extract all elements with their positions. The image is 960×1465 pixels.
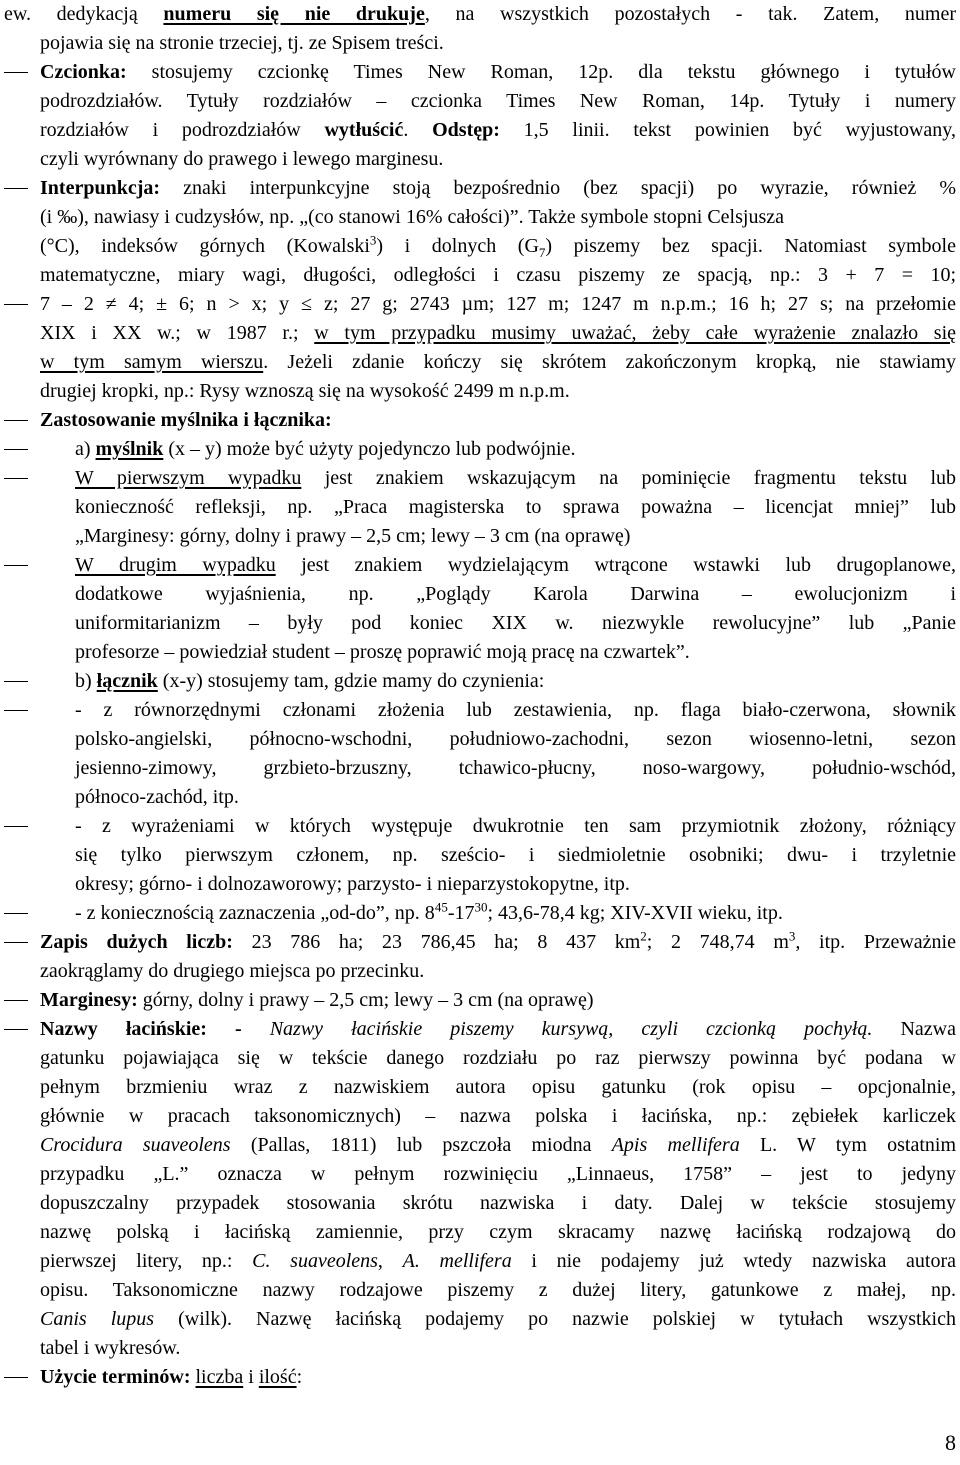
list-dash-marker — [4, 72, 28, 73]
line-text — [75, 435, 956, 463]
line-text — [40, 1131, 956, 1159]
line-text — [40, 1189, 956, 1217]
line-text — [75, 609, 956, 637]
text-line — [0, 464, 960, 493]
list-dash-marker — [4, 188, 28, 189]
text-segment: a) — [75, 438, 96, 460]
text-line — [0, 1044, 960, 1073]
text-segment: Użycie terminów: — [40, 1366, 191, 1388]
text-segment: dodatkowe wyjaśnienia, np. „Poglądy Karola Darwina – ewolucjonizm i — [75, 583, 956, 605]
text-line — [0, 783, 960, 812]
line-text — [40, 1073, 956, 1101]
list-dash-marker — [4, 1377, 28, 1378]
list-dash-marker — [4, 565, 28, 566]
text-segment: Nazwa — [872, 1018, 956, 1040]
text-line — [0, 348, 960, 377]
text-segment: (°C), indeksów górnych (Kowalski — [40, 235, 370, 257]
text-segment: okresy; górno- i dolnozaworowy; parzysto- i nieparzystokopytne, itp. — [75, 873, 630, 895]
list-dash-marker — [4, 913, 28, 914]
text-segment: Marginesy: — [40, 989, 138, 1011]
text-segment: (Pallas, 1811) lub pszczoła miodna — [230, 1134, 612, 1156]
text-segment: 30 — [474, 899, 488, 915]
text-line — [0, 1305, 960, 1334]
text-line — [0, 725, 960, 754]
line-text — [40, 1015, 956, 1043]
text-segment: , — [377, 1250, 403, 1272]
line-text — [40, 1276, 956, 1304]
text-segment: 3 — [369, 232, 377, 248]
line-text — [75, 870, 956, 898]
line-text — [40, 319, 956, 347]
text-segment: myślnik — [95, 438, 164, 460]
text-segment: Zastosowanie myślnika i łącznika: — [40, 409, 332, 431]
line-text — [40, 145, 956, 173]
text-segment: głównie w pracach taksonomicznych) – nazwa polska i łacińska, np.: zębiełek karliczek — [40, 1105, 956, 1127]
text-line — [0, 609, 960, 638]
line-text — [40, 87, 956, 115]
text-segment: (wilk). Nazwę łacińską podajemy po nazwie polskiej w tytułach wszystkich — [154, 1308, 956, 1330]
text-segment: ilość — [258, 1366, 297, 1388]
text-line — [0, 174, 960, 203]
text-segment: L. W tym ostatnim — [739, 1134, 957, 1156]
text-segment: 3 — [788, 928, 796, 944]
line-text — [75, 899, 956, 927]
text-segment: , na wszystkich pozostałych - tak. Zatem, numer — [424, 3, 956, 25]
text-segment: Nazwy łacińskie: - — [40, 1018, 242, 1040]
text-segment: liczba — [195, 1366, 244, 1388]
text-segment: 7 — [538, 245, 546, 260]
list-dash-marker — [4, 449, 28, 450]
line-text — [40, 1247, 956, 1275]
text-line — [0, 1131, 960, 1160]
text-segment: profesorze – powiedział student – proszę poprawić moją pracę na czwartek”. — [75, 641, 690, 663]
line-text — [40, 290, 956, 318]
text-segment: drugiej kropki, np.: Rysy wznoszą się na wysokość 2499 m n.p.m. — [40, 380, 570, 402]
text-segment: W drugim wypadku — [75, 554, 276, 576]
text-segment: podrozdziałów. Tytuły rozdziałów – czcionka Times New Roman, 14p. Tytuły i numery — [40, 90, 956, 112]
text-line — [0, 319, 960, 348]
line-text — [75, 464, 956, 492]
text-segment: Odstęp: — [432, 119, 500, 141]
text-line — [0, 87, 960, 116]
line-text — [40, 1160, 956, 1188]
text-line — [0, 203, 960, 232]
line-text — [40, 406, 956, 434]
text-segment: , itp. Przeważnie — [795, 931, 956, 953]
text-segment: 2 — [640, 928, 647, 944]
text-segment: ; 2 748,74 m — [646, 931, 789, 953]
line-text — [40, 203, 956, 231]
list-dash-marker — [4, 681, 28, 682]
text-segment: pełnym brzmieniu wraz z nazwiskiem autora opisu gatunku (rok opisu – opcjonalnie, — [40, 1076, 956, 1098]
text-segment: numeru się nie drukuje — [163, 3, 425, 25]
text-segment: w tym przypadku musimy uważać, żeby całe wyrażenie znalazło się — [314, 322, 956, 344]
text-line — [0, 580, 960, 609]
list-dash-marker — [4, 1029, 28, 1030]
text-segment: ew. dedykacją — [4, 3, 164, 25]
text-segment: W pierwszym wypadku — [75, 467, 302, 489]
text-line — [0, 145, 960, 174]
list-dash-marker — [4, 710, 28, 711]
text-line — [0, 58, 960, 87]
line-text — [40, 928, 956, 956]
text-line — [0, 29, 960, 58]
text-line — [0, 1276, 960, 1305]
line-text — [75, 812, 956, 840]
text-segment: . — [403, 119, 433, 141]
text-segment: się tylko pierwszym członem, np. sześcio- i siedmioletnie osobniki; dwu- i trzyletnie — [75, 844, 956, 866]
list-dash-marker — [4, 1000, 28, 1001]
text-segment: (i ‰), nawiasy i cudzysłów, np. „(co stanowi 16% całości)”. Także symbole stopni Celsjusza — [40, 206, 784, 228]
text-line — [0, 1160, 960, 1189]
line-text — [75, 725, 956, 753]
text-segment: (x – y) może być użyty pojedynczo lub podwójnie. — [163, 438, 576, 460]
text-line — [0, 551, 960, 580]
text-line — [0, 986, 960, 1015]
text-line — [0, 406, 960, 435]
text-line — [0, 841, 960, 870]
text-line — [0, 638, 960, 667]
text-line — [0, 812, 960, 841]
text-line — [0, 1102, 960, 1131]
text-line — [0, 1015, 960, 1044]
text-segment: Czcionka: — [40, 61, 127, 83]
text-segment: - z koniecznością zaznaczenia „od-do”, np. 8 — [75, 902, 435, 924]
text-segment: jest znakiem wskazującym na pominięcie fragmentu tekstu lub — [301, 467, 957, 489]
line-text — [75, 754, 956, 782]
line-text — [75, 638, 956, 666]
text-line — [0, 290, 960, 319]
text-segment: pojawia się na stronie trzeciej, tj. ze Spisem treści. — [40, 32, 444, 54]
text-segment: 1,5 linii. tekst powinien być wyjustowany, — [499, 119, 957, 141]
text-line — [0, 1218, 960, 1247]
line-text — [40, 1218, 956, 1246]
text-segment: górny, dolny i prawy – 2,5 cm; lewy – 3 cm (na oprawę) — [137, 989, 594, 1011]
text-segment: wytłuścić — [324, 119, 404, 141]
text-segment: Nazwy łacińskie piszemy kursywą, czyli czcionką pochyłą. — [269, 1018, 873, 1040]
line-text — [40, 1102, 956, 1130]
text-segment: znaki interpunkcyjne stoją bezpośrednio (bez spacji) po wyrazie, również % — [160, 177, 956, 199]
text-line — [0, 377, 960, 406]
list-dash-marker — [4, 942, 28, 943]
line-text — [75, 783, 956, 811]
text-segment: ) i dolnych (G — [376, 235, 539, 257]
text-line — [0, 493, 960, 522]
text-segment: A. mellifera — [402, 1250, 512, 1272]
line-text — [75, 696, 956, 724]
text-segment: gatunku pojawiająca się w tekście danego rozdziału po raz pierwszy powinna być podana w — [40, 1047, 956, 1069]
text-segment: matematyczne, miary wagi, długości, odległości i czasu piszemy ze spacją, np.: 3 + 7 = 10; — [40, 264, 956, 286]
text-line — [0, 1247, 960, 1276]
line-text — [75, 667, 956, 695]
line-text — [40, 986, 956, 1014]
text-line — [0, 1189, 960, 1218]
text-segment: XIX i XX w.; w 1987 r.; — [40, 322, 315, 344]
text-segment: pierwszej litery, np.: — [40, 1250, 253, 1272]
text-segment: przypadku „L.” oznacza w pełnym rozwinięciu „Linnaeus, 1758” – jest to jedyny — [40, 1163, 956, 1185]
text-segment: - z wyrażeniami w których występuje dwukrotnie ten sam przymiotnik złożony, różniący — [75, 815, 956, 837]
line-text — [40, 348, 956, 376]
page-number: 8 — [945, 1430, 956, 1455]
text-segment: ) piszemy bez spacji. Natomiast symbole — [545, 235, 956, 257]
text-segment: dopuszczalny przypadek stosowania skrótu nazwiska i daty. Dalej w tekście stosujemy — [40, 1192, 956, 1214]
text-segment — [242, 1018, 270, 1040]
line-text — [75, 580, 956, 608]
text-line — [0, 754, 960, 783]
list-dash-marker — [4, 826, 28, 827]
line-text — [75, 551, 956, 579]
text-segment: 45 — [434, 899, 448, 915]
text-segment: C. suaveolens — [252, 1250, 378, 1272]
line-text — [40, 1363, 956, 1391]
text-line — [0, 870, 960, 899]
text-segment: konieczność refleksji, np. „Praca magisterska to sprawa poważna – licencjat mniej” lub — [75, 496, 956, 518]
text-segment: Canis lupus — [40, 1308, 155, 1330]
line-text — [40, 116, 956, 144]
line-text — [40, 1305, 956, 1333]
text-line — [0, 696, 960, 725]
text-line — [0, 261, 960, 290]
text-segment: jesienno-zimowy, grzbieto-brzuszny, tchawico-płucny, noso-wargowy, południo-wschód, — [75, 757, 956, 779]
line-text — [75, 493, 956, 521]
text-segment: łącznik — [96, 670, 158, 692]
line-text — [75, 841, 956, 869]
text-segment: tabel i wykresów. — [40, 1337, 181, 1359]
text-segment: czyli wyrównany do prawego i lewego marginesu. — [40, 148, 444, 170]
text-segment: b) — [75, 670, 97, 692]
text-line — [0, 232, 960, 261]
text-segment: - z równorzędnymi członami złożenia lub zestawienia, np. flaga biało-czerwona, słownik — [75, 699, 956, 721]
text-segment: . Jeżeli zdanie kończy się skrótem zakończonym kropką, nie stawiamy — [263, 351, 956, 373]
text-line — [0, 899, 960, 928]
text-segment: Apis mellifera — [611, 1134, 740, 1156]
text-line — [0, 1334, 960, 1363]
line-text — [75, 522, 956, 550]
line-text — [40, 174, 956, 202]
line-text — [40, 377, 956, 405]
text-segment: rozdziałów i podrozdziałów — [40, 119, 325, 141]
text-segment: 7 – 2 ≠ 4; ± 6; n > x; y ≤ z; 27 g; 2743 µm; 127 m; 1247 m n.p.m.; 16 h; 27 s; na przełomie — [40, 293, 956, 315]
text-line — [0, 1363, 960, 1392]
text-segment: -17 — [447, 902, 475, 924]
text-segment: : — [296, 1366, 303, 1388]
text-segment: stosujemy czcionkę Times New Roman, 12p. dla tekstu głównego i tytułów — [126, 61, 956, 83]
text-line — [0, 116, 960, 145]
text-segment: opisu. Taksonomiczne nazwy rodzajowe piszemy z dużej litery, gatunkowe z małej, np. — [40, 1279, 956, 1301]
text-line — [0, 1073, 960, 1102]
text-line — [0, 522, 960, 551]
line-text — [40, 957, 956, 985]
line-text — [4, 0, 956, 28]
line-text — [40, 1334, 956, 1362]
line-text — [40, 232, 956, 260]
text-segment: północo-zachód, itp. — [75, 786, 239, 808]
text-segment: uniformitarianizm – były pod koniec XIX w. niezwykle rewolucyjne” lub „Panie — [75, 612, 956, 634]
line-text — [40, 29, 956, 57]
text-segment: (x-y) stosujemy tam, gdzie mamy do czynienia: — [157, 670, 545, 692]
text-segment: ; 43,6-78,4 kg; XIV-XVII wieku, itp. — [487, 902, 783, 924]
text-segment: Crocidura suaveolens — [40, 1134, 231, 1156]
line-text — [40, 58, 956, 86]
text-segment: Interpunkcja: — [40, 177, 161, 199]
text-segment: jest znakiem wydzielającym wtrącone wstawki lub drugoplanowe, — [275, 554, 957, 576]
text-line — [0, 0, 960, 29]
list-dash-marker — [4, 478, 28, 479]
text-segment: Zapis dużych liczb: — [40, 931, 233, 953]
text-segment: polsko-angielski, północno-wschodni, południowo-zachodni, sezon wiosenno-letni, sezon — [75, 728, 956, 750]
text-line — [0, 667, 960, 696]
text-line — [0, 928, 960, 957]
line-text — [40, 1044, 956, 1072]
text-segment: zaokrąglamy do drugiego miejsca po przecinku. — [40, 960, 425, 982]
text-segment: nazwę polską i łacińską zamiennie, przy czym skracamy nazwę łacińską rodzajową do — [40, 1221, 956, 1243]
text-segment: i — [243, 1366, 259, 1388]
text-segment: i nie podajemy już wtedy nazwiska autora — [511, 1250, 957, 1272]
text-segment: w tym samym wierszu — [40, 351, 264, 373]
list-dash-marker — [4, 420, 28, 421]
list-dash-marker — [4, 304, 28, 305]
text-line — [0, 957, 960, 986]
text-line — [0, 435, 960, 464]
text-segment: „Marginesy: górny, dolny i prawy – 2,5 cm; lewy – 3 cm (na oprawę) — [75, 525, 631, 547]
line-text — [40, 261, 956, 289]
text-segment: 23 786 ha; 23 786,45 ha; 8 437 km — [232, 931, 641, 953]
